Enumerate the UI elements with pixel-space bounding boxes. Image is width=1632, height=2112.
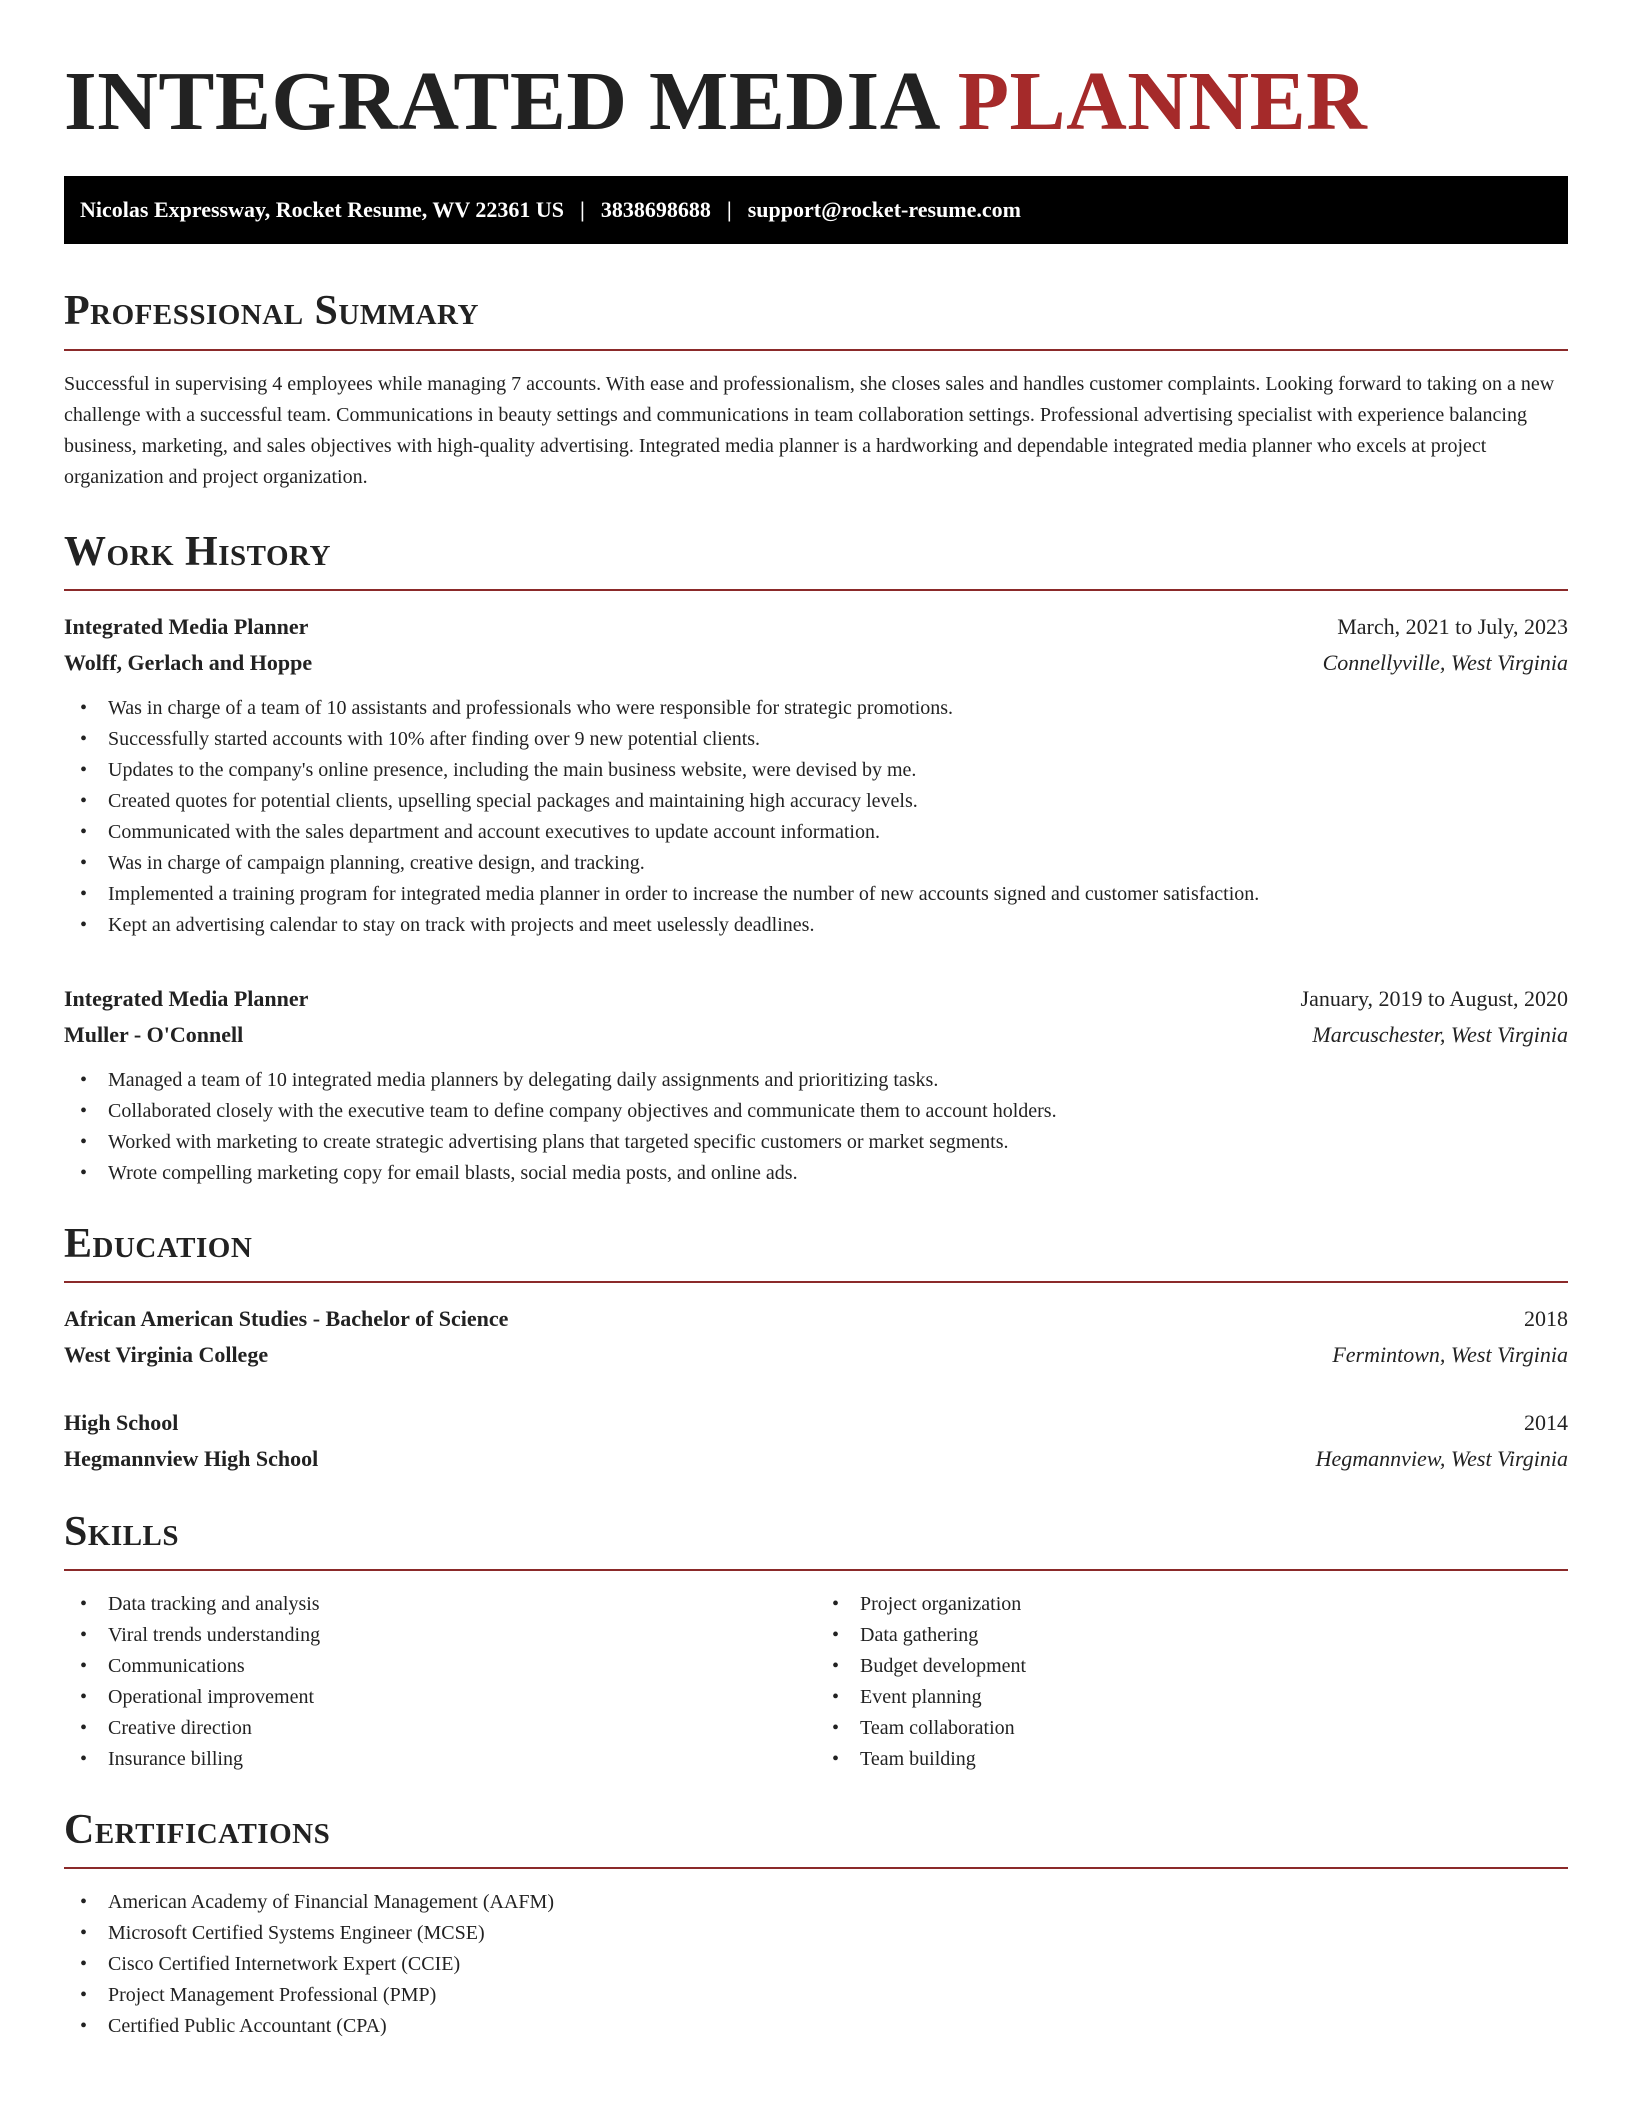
section-divider: [64, 589, 1568, 591]
job-role: Integrated Media Planner: [64, 985, 309, 1011]
work-title: Work History: [64, 528, 331, 575]
education-school: Hegmannview High School: [64, 1445, 319, 1471]
job-role: Integrated Media Planner: [64, 613, 309, 639]
job-bullet: • Was in charge of a team of 10 assistants and professionals who were responsible for strategic promotions.: [64, 693, 1568, 724]
contact-address: Nicolas Expressway, Rocket Resume, WV 22361 US: [80, 197, 565, 223]
work-section: [64, 529, 1568, 1189]
education-school: West Virginia College: [64, 1341, 269, 1367]
resume-name: [64, 56, 1568, 148]
skills-grid: [64, 1589, 1568, 1775]
job-company: Wolff, Gerlach and Hoppe: [64, 649, 313, 675]
summary-section: [64, 288, 1568, 492]
job-bullet: • Worked with marketing to create strategic advertising plans that targeted specific customers or market segments.: [64, 1127, 1568, 1158]
certification-item: • Cisco Certified Internetwork Expert (CCIE): [64, 1949, 1568, 1980]
certification-item: • Certified Public Accountant (CPA): [64, 2011, 1568, 2042]
skill-item: • Communications: [64, 1651, 816, 1682]
job-bullets: [64, 1065, 1568, 1189]
certification-item: • American Academy of Financial Management (AAFM): [64, 1887, 1568, 1918]
education-degree: African American Studies - Bachelor of Science: [64, 1305, 509, 1331]
skills-section: [64, 1509, 1568, 1775]
job-bullet: • Implemented a training program for integrated media planner in order to increase the number of new accounts signed and customer satisfaction.: [64, 879, 1568, 910]
contact-separator: |: [726, 197, 732, 223]
job-bullet: • Kept an advertising calendar to stay on track with projects and meet uselessly deadlines.: [64, 910, 1568, 941]
skill-item: • Team collaboration: [816, 1713, 1568, 1744]
job-bullet: • Created quotes for potential clients, upselling special packages and maintaining high accuracy levels.: [64, 786, 1568, 817]
certifications-section: [64, 1807, 1568, 2042]
section-divider: [64, 1281, 1568, 1283]
education-location: Hegmannview, West Virginia: [1315, 1445, 1568, 1471]
education-degree: High School: [64, 1409, 179, 1435]
job-company: Muller - O'Connell: [64, 1021, 244, 1047]
job-dates: March, 2021 to July, 2023: [1337, 613, 1568, 639]
certification-item: • Microsoft Certified Systems Engineer (MCSE): [64, 1918, 1568, 1949]
job-dates: January, 2019 to August, 2020: [1300, 985, 1568, 1011]
certifications-title: Certifications: [64, 1807, 331, 1854]
skill-item: • Operational improvement: [64, 1682, 816, 1713]
job-bullet: • Managed a team of 10 integrated media planners by delegating daily assignments and prioritizing tasks.: [64, 1065, 1568, 1096]
job-location: Connellyville, West Virginia: [1322, 649, 1568, 675]
skill-item: • Insurance billing: [64, 1744, 816, 1775]
contact-separator: |: [580, 197, 585, 223]
job-bullet: • Collaborated closely with the executive team to define company objectives and communicate them to account holders.: [64, 1096, 1568, 1127]
skill-item: • Data tracking and analysis: [64, 1589, 816, 1620]
section-divider: [64, 1569, 1568, 1571]
name-first: INTEGRATED MEDIA: [64, 55, 937, 148]
skill-item: • Data gathering: [816, 1620, 1568, 1651]
certification-item: • Project Management Professional (PMP): [64, 1980, 1568, 2011]
contact-bar: [64, 176, 1568, 244]
section-divider: [64, 1867, 1568, 1869]
job-bullets: [64, 693, 1568, 941]
job-bullet: • Communicated with the sales department and account executives to update account information.: [64, 817, 1568, 848]
section-divider: [64, 349, 1568, 351]
skills-column-right: [816, 1589, 1568, 1775]
job-location: Marcuschester, West Virginia: [1312, 1021, 1568, 1047]
contact-phone: 3838698688: [600, 197, 711, 223]
certifications-list: [64, 1887, 1568, 2042]
education-section: [64, 1221, 1568, 1477]
summary-title: Professional Summary: [64, 288, 479, 335]
skills-column-left: [64, 1589, 816, 1775]
summary-text: Successful in supervising 4 employees while managing 7 accounts. With ease and professionalism, she closes sales and handles customer complaints. Looking forward to taking on a new challenge with a successful team. Communications in beauty settings and communications in team collaboration settings. Professional advertising specialist with experience balancing business, marketing, and sales objectives with high-quality advertising. Integrated media planner is a hardworking and dependable integrated media planner who excels at project organization and project organization.: [64, 372, 1555, 488]
job-entry: [64, 609, 1568, 941]
job-bullet: • Was in charge of campaign planning, creative design, and tracking.: [64, 848, 1568, 879]
name-last: PLANNER: [957, 55, 1368, 148]
job-bullet: • Wrote compelling marketing copy for email blasts, social media posts, and online ads.: [64, 1158, 1568, 1189]
job-entry: [64, 981, 1568, 1189]
education-title: Education: [64, 1220, 253, 1267]
contact-email: support@rocket-resume.com: [747, 197, 1021, 223]
education-entry: [64, 1405, 1568, 1477]
job-bullet: • Updates to the company's online presence, including the main business website, were devised by me.: [64, 755, 1568, 786]
skills-title: Skills: [64, 1508, 180, 1555]
education-year: 2018: [1524, 1305, 1568, 1331]
skill-item: • Budget development: [816, 1651, 1568, 1682]
skill-item: • Viral trends understanding: [64, 1620, 816, 1651]
education-location: Fermintown, West Virginia: [1332, 1341, 1568, 1367]
job-bullet: • Successfully started accounts with 10% after finding over 9 new potential clients.: [64, 724, 1568, 755]
education-entry: [64, 1301, 1568, 1373]
skill-item: • Team building: [816, 1744, 1568, 1775]
skill-item: • Project organization: [816, 1589, 1568, 1620]
education-year: 2014: [1524, 1409, 1568, 1435]
skill-item: • Event planning: [816, 1682, 1568, 1713]
skill-item: • Creative direction: [64, 1713, 816, 1744]
